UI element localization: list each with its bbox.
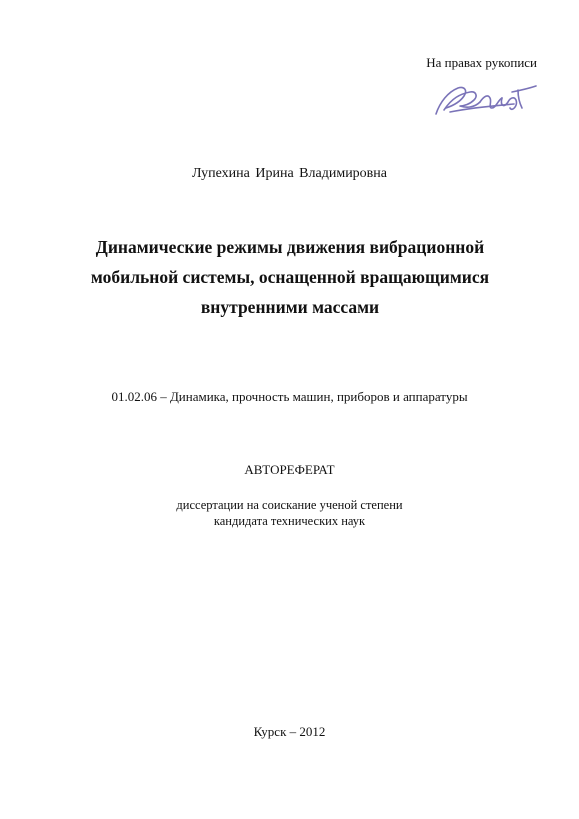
specialty-code: 01.02.06 – Динамика, прочность машин, приборов и аппаратуры [111,389,468,404]
author-name: Лупехина Ирина Владимировна [192,166,387,181]
city-year: Курск – 2012 [253,724,326,739]
title-line: внутренними массами [200,297,380,317]
degree-line: диссертации на соискание ученой степени [176,498,403,512]
handwritten-signature [430,78,540,120]
dissertation-degree [0,497,579,529]
rights-note: На правах рукописи [426,55,537,70]
title-line: мобильной системы, оснащенной вращающимися [90,267,490,287]
degree-line: кандидата технических наук [213,514,366,528]
title-line: Динамические режимы движения вибрационной [95,237,485,257]
document-type: АВТОРЕФЕРАТ [244,462,335,477]
dissertation-title [60,232,520,322]
